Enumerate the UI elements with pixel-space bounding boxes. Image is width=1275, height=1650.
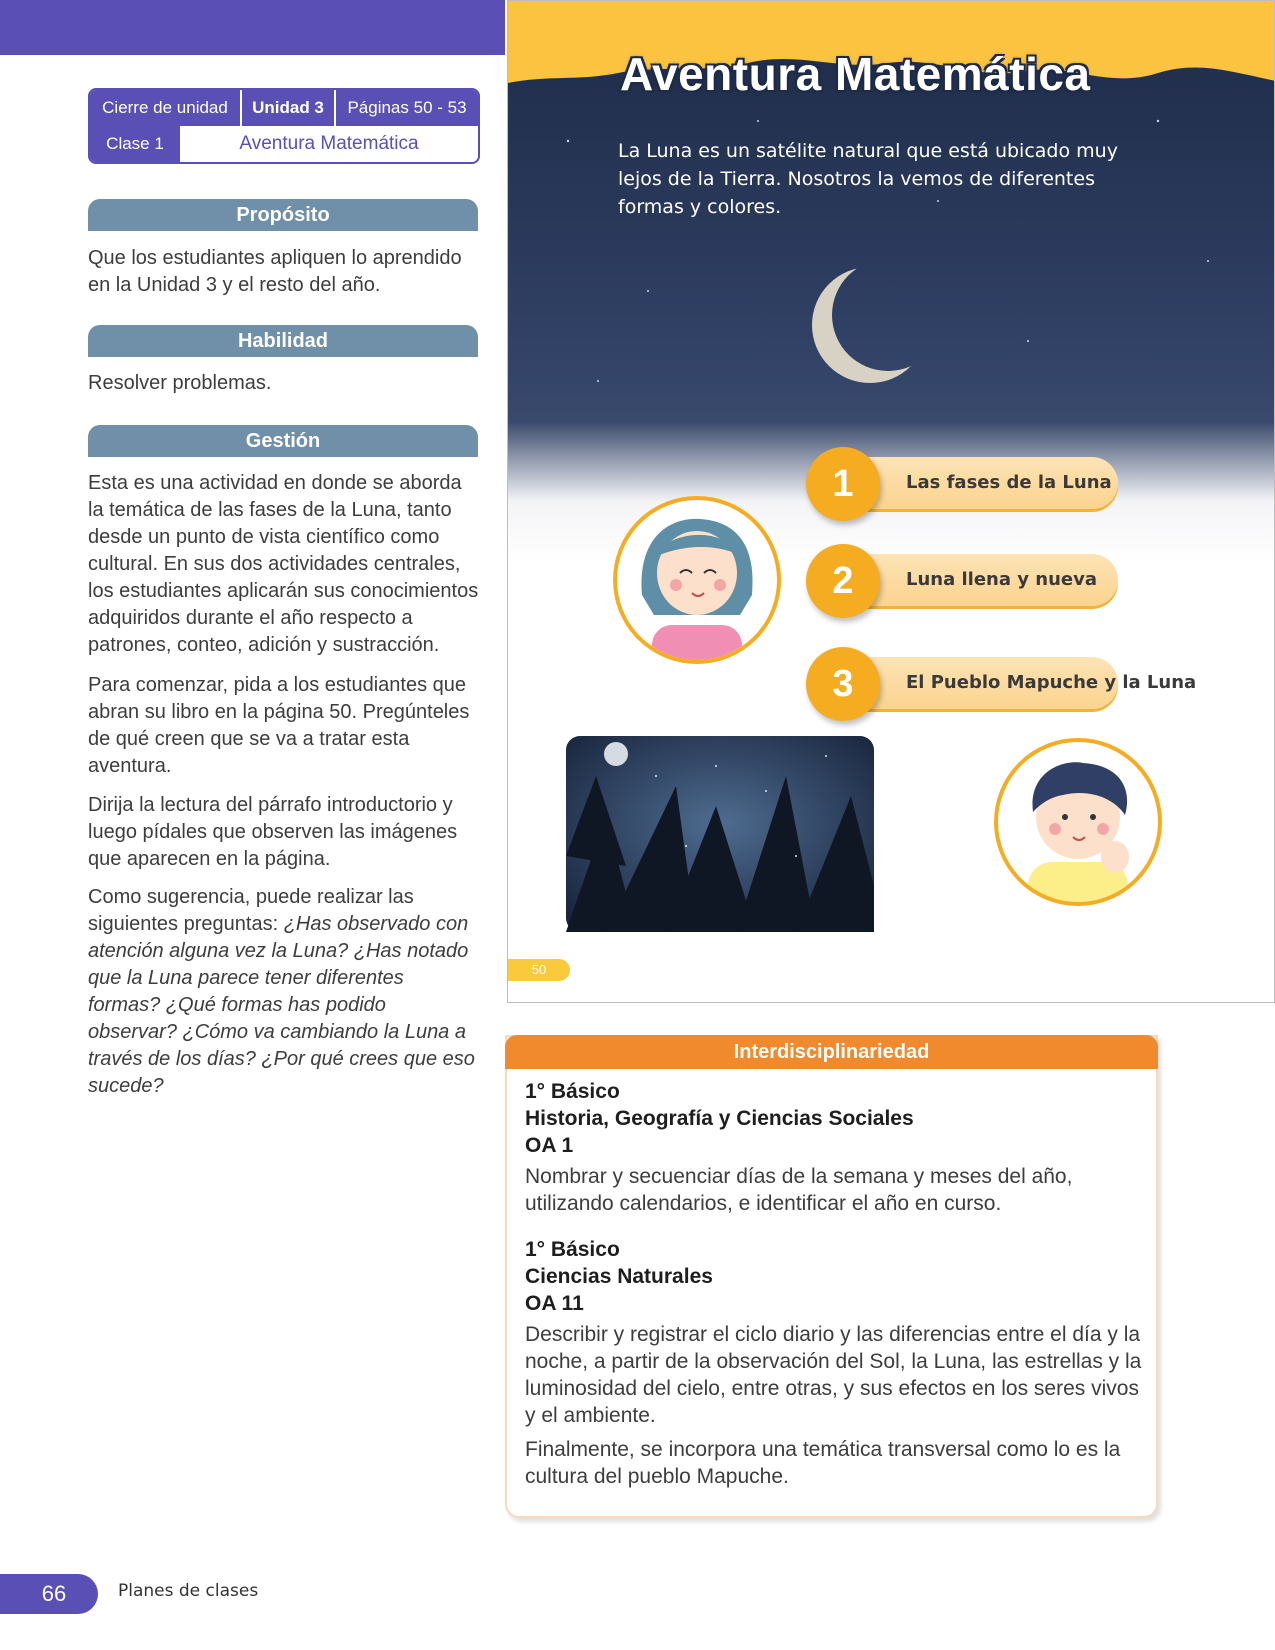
activity-item-3-number: 3 [806,647,880,721]
interdisciplinary-heading: Interdisciplinariedad [505,1035,1158,1069]
pages-label: Páginas 50 - 53 [347,98,467,117]
purpose-heading: Propósito [88,199,478,231]
block1-grade: 1° Básico [525,1080,620,1103]
student-page-preview [507,0,1275,1003]
student-page-intro: La Luna es un satélite natural que está ubicado muy lejos de la Tierra. Nosotros la vemos de diferentes formas y colores. [618,140,1118,218]
activity-item-2-label: Luna llena y nueva [906,569,1098,590]
management-heading: Gestión [88,425,478,457]
activity-item-2-number: 2 [806,544,880,618]
student-page-number: 50 [508,959,570,981]
unit-label: Unidad 3 [242,90,336,126]
management-paragraph-3: Dirija la lectura del párrafo introductorio y luego pídales que observen las imágenes que aparecen en la página. [88,794,458,870]
block2-oa: OA 11 [525,1292,584,1315]
boy-character-illustration [993,737,1163,907]
crescent-moon-icon [808,263,938,393]
block1-text: Nombrar y secuenciar días de la semana y meses del año, utilizando calendarios, e identificar el año en curso. [525,1165,1073,1215]
footer-label: Planes de clases [118,1581,259,1601]
management-paragraph-1: Esta es una actividad en donde se aborda la temática de las fases de la Luna, tanto desde un punto de vista científico como cultural. En sus dos actividades centrales, los estudiantes aplicarán sus conocimientos adquiridos durante el año respecto a patrones, conteo, adición y sustracción. [88,472,479,656]
skill-text: Resolver problemas. [88,372,272,394]
block2-closing: Finalmente, se incorpora una temática transversal como lo es la cultura del pueblo Mapuche. [525,1438,1121,1488]
activity-item-1-label: Las fases de la Luna [906,472,1112,493]
block1-oa: OA 1 [525,1134,574,1157]
block2-text: Describir y registrar el ciclo diario y las diferencias entre el día y la noche, a partir de la observación del Sol, la Luna, las estrellas y la luminosidad del cielo, entre otras, y sus efectos en los seres vivos y el ambiente. [525,1323,1142,1427]
lesson-info-table [88,88,480,164]
lesson-title: Aventura Matemática [239,133,419,154]
girl-character-illustration [612,495,782,665]
management-paragraph-2: Para comenzar, pida a los estudiantes que abran su libro en la página 50. Pregúnteles de qué creen que se va a tratar esta aventura. [88,674,470,777]
skill-heading: Habilidad [88,325,478,357]
student-page-title: Aventura Matemática [620,48,1091,100]
header-band [0,0,505,55]
block2-grade: 1° Básico [525,1238,620,1261]
footer-page-number: 66 [0,1574,98,1614]
forest-night-sky-photo [566,736,874,932]
suggested-questions: ¿Has observado con atención alguna vez la Luna? ¿Has notado que la Luna parece tener diferentes formas? ¿Qué formas has podido observar? ¿Cómo va cambiando la Luna a través de los días? ¿Por qué crees que eso sucede? [88,913,475,1097]
management-paragraph-4 [88,884,480,1100]
activity-item-1-number: 1 [806,447,880,521]
activity-item-3-label: El Pueblo Mapuche y la Luna [906,672,1197,693]
block1-subject: Historia, Geografía y Ciencias Sociales [525,1107,914,1130]
questions-lead: Como sugerencia, puede realizar las siguientes preguntas: [88,886,414,935]
purpose-text: Que los estudiantes apliquen lo aprendido en la Unidad 3 y el resto del año. [88,247,462,296]
block2-subject: Ciencias Naturales [525,1265,713,1288]
section-label: Cierre de unidad [90,90,242,126]
class-label: Clase 1 [90,126,180,162]
